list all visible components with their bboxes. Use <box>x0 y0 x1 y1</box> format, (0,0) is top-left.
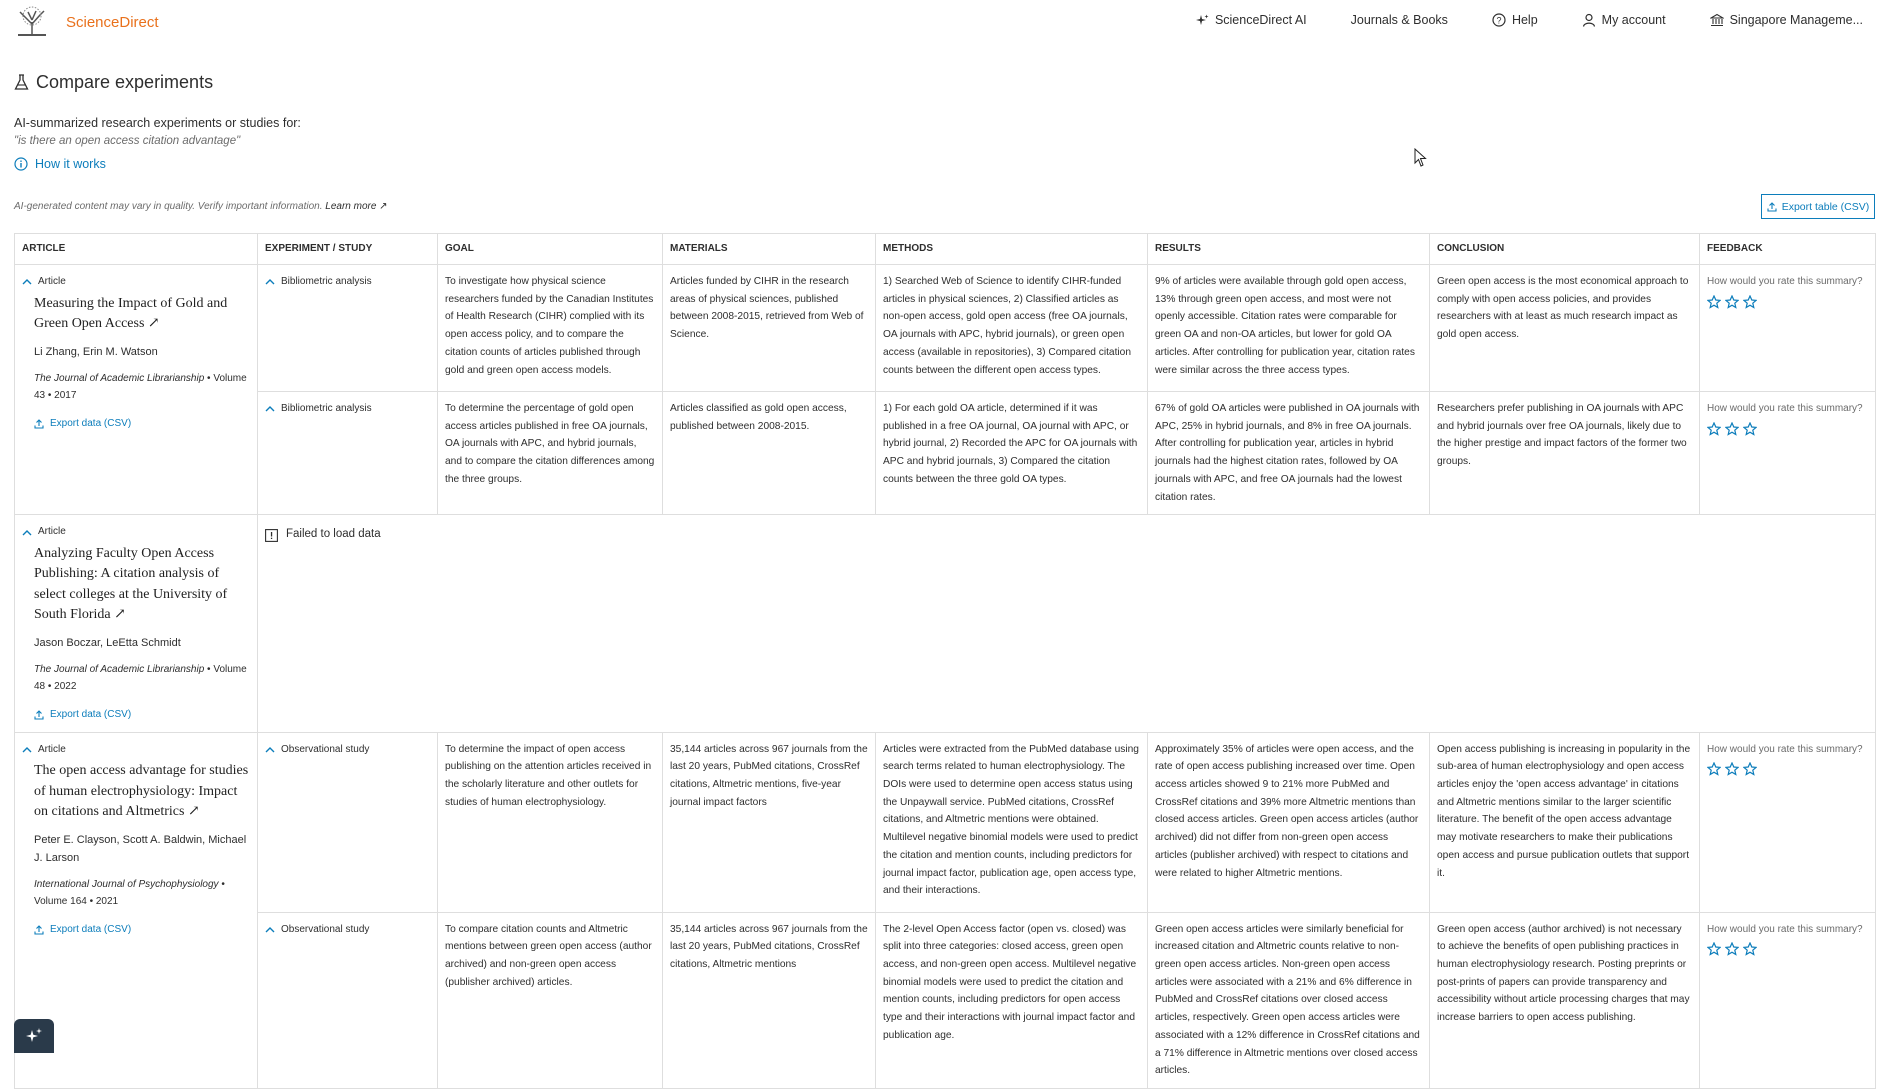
journal-name: The Journal of Academic Librarianship <box>34 372 205 384</box>
article-cell <box>15 515 258 732</box>
conclusion-cell: Green open access is the most economical approach to comply with open access policies, and provides researchers with at least as much research impact as gold open access. <box>1430 265 1700 392</box>
how-it-works-link[interactable] <box>14 157 106 171</box>
column-header: ARTICLE <box>15 234 258 265</box>
study-label: Observational study <box>281 923 370 935</box>
star-rating <box>1707 422 1868 436</box>
article-type-label: Article <box>38 526 66 538</box>
chevron-up-icon <box>265 278 275 285</box>
help-icon <box>1492 13 1506 27</box>
study-cell <box>258 912 438 1088</box>
column-header: METHODS <box>876 234 1148 265</box>
materials-cell: 35,144 articles across 967 journals from the last 20 years, PubMed citations, CrossRef citations, Altmetric mentions, five-year journal impact factors <box>663 732 876 912</box>
article-authors: Li Zhang, Erin M. Watson <box>34 345 158 358</box>
failed-message <box>265 526 1868 544</box>
summary-subtitle: AI-summarized research experiments or studies for: <box>14 116 301 130</box>
upload-icon <box>34 710 44 720</box>
journal-name: The Journal of Academic Librarianship <box>34 663 205 675</box>
article-title-link[interactable]: Analyzing Faculty Open Access Publishing: A citation analysis of select colleges at the University of South Florida ↗ <box>34 545 228 623</box>
export-data-button[interactable] <box>34 415 250 433</box>
study-toggle[interactable] <box>265 741 430 759</box>
journal-volume: • Volume 43 • 2017 <box>34 372 247 402</box>
page-title-text: Compare experiments <box>36 72 214 92</box>
study-label: Observational study <box>281 743 370 755</box>
upload-icon <box>1767 202 1777 212</box>
failed-text: Failed to load data <box>286 528 381 541</box>
star-icon[interactable] <box>1743 762 1757 776</box>
results-cell: 9% of articles were available through gold open access, 13% through green open access, and most were not openly accessible. Citation rates were comparable for green OA and non-OA articles, but lower for gold OA articles. After controlling for publication year, citation rates were similar across the three access types. <box>1148 265 1430 392</box>
materials-cell: 35,144 articles across 967 journals from the last 20 years, PubMed citations, CrossRef citations, Altmetric mentions <box>663 912 876 1088</box>
failed-cell <box>258 515 1876 732</box>
column-header: MATERIALS <box>663 234 876 265</box>
study-label: Bibliometric analysis <box>281 276 372 287</box>
star-icon[interactable] <box>1707 942 1721 956</box>
article-authors: Jason Boczar, LeEtta Schmidt <box>34 636 181 649</box>
chevron-up-icon <box>22 529 32 536</box>
nav-label: Help <box>1511 13 1538 27</box>
export-table-button[interactable] <box>1761 194 1875 219</box>
star-icon[interactable] <box>1725 942 1739 956</box>
methods-cell: The 2-level Open Access factor (open vs. closed) was split into three categories: closed access, green open access, and non-green open access. Multilevel negative binomial models were used to predict the citation and mention counts, including predictors for open access type and their interactions with journal impact factor and publication age. <box>876 912 1148 1088</box>
star-icon[interactable] <box>1725 295 1739 309</box>
article-title-link[interactable]: The open access advantage for studies of human electrophysiology: Impact on citations and Altmetrics ↗ <box>34 763 249 820</box>
info-icon <box>14 157 28 171</box>
star-icon[interactable] <box>1743 422 1757 436</box>
goal-cell: To investigate how physical science researchers funded by the Canadian Institutes of Health Research (CIHR) complied with its open access policy, and to compare the citation counts of articles published through gold and green open access models. <box>438 265 663 392</box>
article-type-label: Article <box>38 743 66 755</box>
mouse-cursor <box>1414 148 1428 173</box>
chevron-up-icon <box>265 405 275 412</box>
study-cell <box>258 392 438 515</box>
conclusion-cell: Open access publishing is increasing in popularity in the sub-area of human electrophysiology and open access articles enjoy the 'open access advantage' in citations and Altmetric mentions similar to the larger scientific literature. The benefit of the open access advantage may motivate researchers to make their publications open access and pursue publication outlets that support it. <box>1430 732 1700 912</box>
chevron-up-icon <box>22 746 32 753</box>
sciencedirect-logo[interactable] <box>14 6 159 38</box>
table-row <box>15 732 1876 912</box>
feedback-question: How would you rate this summary? <box>1707 276 1863 287</box>
column-header: EXPERIMENT / STUDY <box>258 234 438 265</box>
chevron-up-icon <box>22 278 32 285</box>
materials-cell: Articles funded by CIHR in the research areas of physical sciences, published between 2008-2015, retrieved from Web of Science. <box>663 265 876 392</box>
article-title-link[interactable]: Measuring the Impact of Gold and Green Open Access ↗ <box>34 295 228 332</box>
feedback-question: How would you rate this summary? <box>1707 923 1863 935</box>
elsevier-tree-icon <box>14 6 50 38</box>
nav-help[interactable] <box>1492 13 1538 27</box>
nav-journals-books[interactable] <box>1351 13 1448 27</box>
column-header: CONCLUSION <box>1430 234 1700 265</box>
study-cell <box>258 732 438 912</box>
feedback-cell <box>1700 912 1876 1088</box>
star-icon[interactable] <box>1725 762 1739 776</box>
goal-cell: To determine the impact of open access publishing on the attention articles received in the scholarly literature and other outlets for studies of human electrophysiology. <box>438 732 663 912</box>
star-rating <box>1707 295 1868 309</box>
journal-volume: • Volume 164 • 2021 <box>34 878 225 908</box>
search-query: "is there an open access citation advantage" <box>14 135 241 147</box>
study-label: Bibliometric analysis <box>281 403 372 414</box>
nav-my-account[interactable] <box>1582 13 1666 27</box>
feedback-question: How would you rate this summary? <box>1707 403 1863 414</box>
institution-icon <box>1710 13 1724 27</box>
star-icon[interactable] <box>1707 422 1721 436</box>
feedback-cell <box>1700 265 1876 392</box>
results-cell: 67% of gold OA articles were published in OA journals with APC, 25% in hybrid journals, and 8% in free OA journals. After controlling for publication year, articles in hybrid journals had the highest citation rates, followed by OA journals with APC, and free OA journals had the lowest citation rates. <box>1148 392 1430 515</box>
journal-name: International Journal of Psychophysiology <box>34 878 219 890</box>
goal-cell: To compare citation counts and Altmetric mentions between green open access (author archived) and non-green open access (publisher archived) articles. <box>438 912 663 1088</box>
study-toggle[interactable] <box>265 921 430 939</box>
star-rating <box>1707 762 1868 776</box>
table-row <box>15 515 1876 732</box>
article-type[interactable] <box>22 523 250 541</box>
user-icon <box>1582 13 1596 27</box>
results-cell: Green open access articles were similarly beneficial for increased citation and Altmetric counts relative to non-green open access articles. Non-green open access articles were associated with a 21% and 6% difference in PubMed and CrossRef citations over closed access articles, respectively. Green open access articles were associated with a 12% difference in CrossRef citations and a 71% difference in Altmetric mentions over closed access articles. <box>1148 912 1430 1088</box>
export-data-label: Export data (CSV) <box>50 417 132 429</box>
nav-label: ScienceDirect AI <box>1214 13 1307 27</box>
article-journal <box>34 876 250 911</box>
top-header <box>0 0 1885 44</box>
feedback-cell <box>1700 392 1876 515</box>
top-nav <box>1196 13 1863 27</box>
star-icon[interactable] <box>1707 762 1721 776</box>
chevron-up-icon <box>265 926 275 933</box>
export-data-button[interactable] <box>34 706 250 724</box>
table-row <box>15 392 1876 515</box>
article-cell <box>15 265 258 515</box>
export-data-label: Export data (CSV) <box>50 708 132 720</box>
nav-label: Journals & Books <box>1350 13 1448 27</box>
nav-label: My account <box>1601 13 1666 27</box>
alert-icon <box>265 529 278 542</box>
export-data-label: Export data (CSV) <box>50 923 132 935</box>
conclusion-cell: Green open access (author archived) is not necessary to achieve the benefits of open publishing practices in human electrophysiology research. Posting preprints or post-prints of papers can provide transparency and accessibility without article processing charges that may increase barriers to open access publishing. <box>1430 912 1700 1088</box>
study-cell <box>258 265 438 392</box>
study-toggle[interactable] <box>265 273 430 291</box>
materials-cell: Articles classified as gold open access, published between 2008-2015. <box>663 392 876 515</box>
star-icon[interactable] <box>1707 295 1721 309</box>
star-icon[interactable] <box>1725 422 1739 436</box>
compare-table <box>14 233 1876 1089</box>
nav-sciencedirect-ai[interactable] <box>1196 13 1307 27</box>
article-type-label: Article <box>38 276 66 287</box>
star-rating <box>1707 942 1868 956</box>
nav-institution[interactable] <box>1710 13 1863 27</box>
article-type[interactable] <box>22 741 250 759</box>
flask-icon <box>14 74 29 91</box>
export-data-button[interactable] <box>34 921 250 939</box>
sparkle-icon <box>1196 14 1209 27</box>
study-toggle[interactable] <box>265 400 430 418</box>
feedback-question: How would you rate this summary? <box>1707 743 1863 755</box>
nav-label: Singapore Manageme... <box>1729 13 1863 27</box>
article-type[interactable] <box>22 273 250 291</box>
star-icon[interactable] <box>1743 295 1757 309</box>
page-title <box>14 72 213 93</box>
disclaimer-text: AI-generated content may vary in quality. Verify important information. <box>14 201 323 212</box>
table-row <box>15 912 1876 1088</box>
goal-cell: To determine the percentage of gold open access articles published in free OA journals, OA journals with APC, and hybrid journals, and to compare the citation differences among the three groups. <box>438 392 663 515</box>
article-journal <box>34 370 250 405</box>
export-table-label: Export table (CSV) <box>1781 200 1870 213</box>
learn-more-link[interactable]: Learn more ↗ <box>325 201 388 212</box>
journal-volume: • Volume 48 • 2022 <box>34 663 247 693</box>
column-header: GOAL <box>438 234 663 265</box>
feedback-cell <box>1700 732 1876 912</box>
table-row <box>15 265 1876 392</box>
upload-icon <box>34 925 44 935</box>
results-cell: Approximately 35% of articles were open access, and the rate of open access publishing increased over time. Open access articles showed 9 to 21% more PubMed and CrossRef citations and 39% more Altmetric mentions than closed access articles. Green open access articles (author archived) did not differ from non-green open access articles (publisher archived) with respect to citations and were related to higher Altmetric mentions. <box>1148 732 1430 912</box>
article-journal <box>34 661 250 696</box>
brand-name: ScienceDirect <box>66 13 159 31</box>
ai-assistant-button[interactable] <box>14 1019 54 1053</box>
methods-cell: Articles were extracted from the PubMed database using search terms related to human electrophysiology. The DOIs were used to determine open access status using the Unpaywall service. PubMed citations, CrossRef citations, and Altmetric mentions were obtained. Multilevel negative binomial models were used to predict the citation and mention counts, including predictors for journal impact factor, publication age, open access type, and their interactions. <box>876 732 1148 912</box>
svg-text:?: ? <box>1496 15 1502 26</box>
ai-disclaimer <box>14 201 388 212</box>
article-authors: Peter E. Clayson, Scott A. Baldwin, Michael J. Larson <box>34 833 247 864</box>
methods-cell: 1) For each gold OA article, determined if it was published in a free OA journal, OA journal with APC, or hybrid journal, 2) Recorded the APC for OA journals with APC and hybrid journals, 3) Compared the citation counts between the three gold OA types. <box>876 392 1148 515</box>
methods-cell: 1) Searched Web of Science to identify CIHR-funded articles in physical sciences, 2) Classified articles as non-open access, gold open access (free OA journals, OA journals with APC, hybrid journals), or green open access (available in repositories), 3) Compared citation counts between the different open access types. <box>876 265 1148 392</box>
sparkle-icon <box>25 1027 43 1045</box>
conclusion-cell: Researchers prefer publishing in OA journals with APC and hybrid journals over free OA journals, likely due to the higher prestige and impact factors of the former two groups. <box>1430 392 1700 515</box>
column-header: RESULTS <box>1148 234 1430 265</box>
chevron-up-icon <box>265 746 275 753</box>
table-header-row <box>15 234 1876 265</box>
how-it-works-label: How it works <box>35 157 106 171</box>
star-icon[interactable] <box>1743 942 1757 956</box>
column-header: FEEDBACK <box>1700 234 1876 265</box>
upload-icon <box>34 419 44 429</box>
